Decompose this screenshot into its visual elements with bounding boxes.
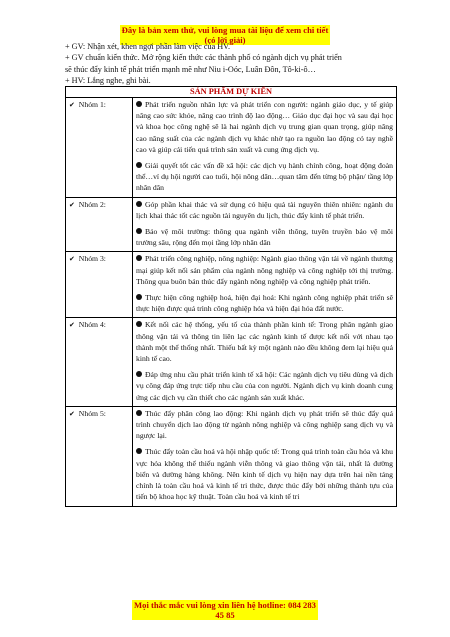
list-item: Phát triển công nghiệp, nông nghiệp: Ngành giao thông vận tải về ngành thương mại giúp kết nối sản phẩm của ngành nông nghiệp và công nghiệp tới thị trường. Thông qua buôn bán thúc đẩy ngành nông nghiệp và công nghiệp phát triển. bbox=[136, 254, 393, 286]
content-cell bbox=[133, 406, 397, 506]
group-label: Nhóm 1: bbox=[78, 100, 106, 109]
bullet-icon bbox=[136, 228, 142, 234]
content-cell bbox=[133, 318, 397, 406]
checkmark-icon: ✔ bbox=[69, 321, 75, 330]
content-cell bbox=[133, 197, 397, 252]
bullet-icon bbox=[136, 294, 142, 300]
expected-products-table bbox=[65, 86, 397, 507]
intro-line: + GV: Nhận xét, khen ngợi phần làm việc của HV. bbox=[65, 42, 231, 51]
group-cell bbox=[66, 252, 133, 318]
intro-line: + HV: Lắng nghe, ghi bài. bbox=[65, 76, 151, 86]
bullet-icon bbox=[136, 162, 142, 168]
checkmark-icon: ✔ bbox=[69, 101, 75, 109]
bullet-icon bbox=[136, 371, 142, 377]
bullet-icon bbox=[136, 201, 142, 207]
list-item: Thúc đẩy toàn cầu hoá và hội nhập quốc tế: Trong quá trình toàn cầu hóa và khu vực hóa không thể thiếu ngành viễn thông và giao thông vận tải, nhất là đường biển và đường hàng không. Nên kinh tế dịch vụ hiện nay dựa trên hai nền tảng chính là toàn cầu hoá và kinh tế tri thức, được thúc đẩy bởi những thành tựu của tiến bộ khoa học kỹ thuật. Toàn cầu hoá và kinh tế tri bbox=[136, 447, 393, 502]
content-cell bbox=[133, 98, 397, 198]
table-row bbox=[66, 406, 397, 506]
checkmark-icon: ✔ bbox=[69, 200, 75, 209]
list-item: Kết nối các hệ thống, yếu tố của thành phần kinh tế: Trong phân ngành giao thông vận tải và thông tin liên lạc các ngành kinh tế được kết nối với nhau tạo thành một thể thống nhất. Thiếu bất kỳ một ngành nào đều không đem lại hiệu quả kinh tế cao. bbox=[136, 320, 393, 364]
list-item: Thực hiện công nghiệp hoá, hiện đại hoá: Khi ngành công nghiệp phát triển sẽ thực hiện được quá trình công nghiệp hóa và hiện đại hóa đất nước. bbox=[136, 293, 393, 314]
group-cell bbox=[66, 318, 133, 406]
bullet-icon bbox=[136, 321, 142, 327]
table-header: SẢN PHẨM DỰ KIẾN bbox=[66, 87, 397, 98]
table-row bbox=[66, 252, 397, 318]
bullet-icon bbox=[136, 410, 142, 416]
checkmark-icon: ✔ bbox=[69, 409, 75, 418]
list-item: Giải quyết tốt các vấn đề xã hội: các dịch vụ hành chính công, hoạt động đoàn thể…ví dụ hội người cao tuổi, hội nông dân…quan tâm đến từng bộ phận/ tầng lớp nhân dân bbox=[136, 161, 393, 193]
bullet-icon bbox=[136, 448, 142, 454]
group-cell bbox=[66, 98, 133, 198]
group-cell bbox=[66, 197, 133, 252]
checkmark-icon: ✔ bbox=[69, 255, 75, 264]
table-row bbox=[66, 98, 397, 198]
intro-section bbox=[65, 41, 405, 87]
bottom-banner: Mọi thắc mắc vui lòng xin liên hệ hotline: 084 283 45 85 bbox=[132, 600, 318, 620]
list-item: Thúc đẩy phân công lao động: Khi ngành dịch vụ phát triển sẽ thúc đẩy quá trình chuyển dịch lao động từ ngành nông nghiệp và công nghiệp sang dịch vụ và ngược lại. bbox=[136, 408, 393, 441]
group-label: Nhóm 2: bbox=[78, 199, 106, 209]
group-label: Nhóm 3: bbox=[78, 254, 106, 264]
group-label: Nhóm 4: bbox=[78, 320, 106, 330]
list-item: Phát triển nguồn nhân lực và phát triển con người: ngành giáo dục, y tế giúp nâng cao sức khỏe, nâng cao trình độ lao động… Giáo dục đại học và sau đại học và khoa học công nghệ sẽ là hai ngành dịch vụ trung gian quan trọng, giúp nâng cao năng suất của các ngành dịch vụ khác nhờ tạo ra nguồn lao động có tay nghề cao và giúp cải tiến quá trình sản xuất và cung ứng dịch vụ. bbox=[136, 100, 393, 154]
intro-line: sẽ thúc đẩy kinh tế phát triển mạnh mẽ như Niu i-Oóc, Luân Đôn, Tô-ki-ô… bbox=[65, 64, 316, 74]
group-cell bbox=[66, 406, 133, 506]
group-label: Nhóm 5: bbox=[78, 408, 106, 418]
list-item: Góp phần khai thác và sử dụng có hiệu quả tài nguyên thiên nhiên: ngành du lịch khai thác tốt các nguồn tài nguyên du lịch, thúc đẩy kinh tế phát triển. bbox=[136, 199, 393, 220]
content-cell bbox=[133, 252, 397, 318]
bullet-icon bbox=[136, 255, 142, 261]
list-item: Đáp ứng nhu cầu phát triển kinh tế xã hội: Các ngành dịch vụ tiêu dùng và dịch vụ công đáp ứng trực tiếp nhu cầu của con người. Ngành dịch vụ kinh doanh cung ứng các dịch vụ cần thiết cho các ngành sản xuất khác. bbox=[136, 370, 393, 402]
list-item: Bảo vệ môi trường: thông qua ngành viễn thông, tuyên truyền bảo vệ môi trường sâu, rộng đến mọi tầng lớp nhân dân bbox=[136, 227, 393, 248]
intro-line: + GV chuẩn kiến thức. Mở rộng kiến thức các thành phố có ngành dịch vụ phát triển bbox=[65, 53, 342, 63]
table-row bbox=[66, 318, 397, 406]
bullet-icon bbox=[136, 101, 142, 107]
table-row bbox=[66, 197, 397, 252]
top-banner: Đây là bản xem thử, vui lòng mua tài liệu để xem chi tiết (có lời giải) bbox=[121, 25, 329, 45]
